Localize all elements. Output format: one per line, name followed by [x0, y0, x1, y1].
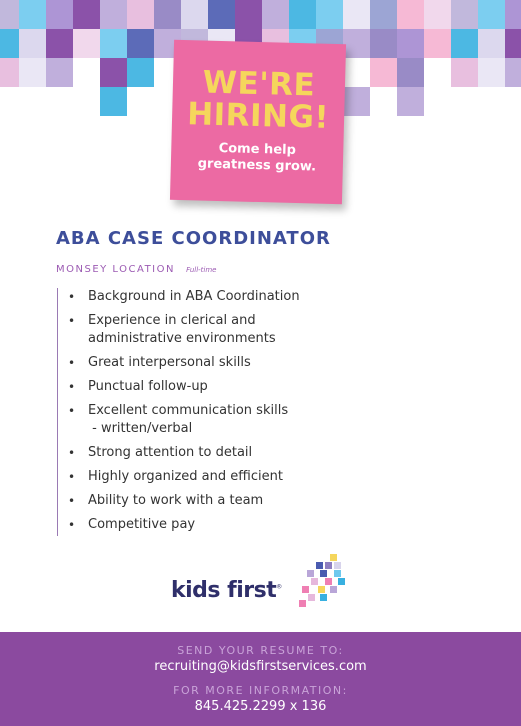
requirement-text: Highly organized and efficient: [88, 469, 283, 484]
mosaic-tile: [343, 87, 370, 116]
mosaic-tile: [73, 0, 100, 29]
logo-pixel: [320, 594, 327, 601]
bullet-icon: •: [68, 494, 76, 508]
requirement-item: [68, 288, 368, 306]
requirement-text: Great interpersonal skills: [88, 355, 251, 370]
mosaic-tile: [19, 0, 46, 29]
job-title: ABA CASE COORDINATOR: [56, 228, 331, 249]
resume-label: SEND YOUR RESUME TO:: [177, 644, 344, 657]
mosaic-tile: [235, 0, 262, 29]
requirement-item: [68, 312, 368, 348]
logo-pixel: [307, 570, 314, 577]
logo-pixel: [299, 600, 306, 607]
requirement-item: [68, 354, 368, 372]
mosaic-tile: [451, 0, 478, 29]
logo-pixel: [330, 586, 337, 593]
bullet-icon: •: [68, 518, 76, 532]
resume-email: recruiting@kidsfirstservices.com: [154, 659, 367, 674]
bullet-icon: •: [68, 356, 76, 370]
requirement-text: Strong attention to detail: [88, 445, 253, 460]
job-subline: [56, 257, 217, 276]
mosaic-tile: [505, 29, 521, 58]
logo-pixel: [311, 578, 318, 585]
mosaic-tile: [478, 0, 505, 29]
mosaic-tile: [397, 29, 424, 58]
logo-pixel: [334, 562, 341, 569]
requirement-text: Background in ABA Coordination: [88, 289, 300, 304]
bullet-icon: •: [68, 404, 76, 418]
requirements-divider: [57, 288, 58, 536]
mosaic-tile: [451, 29, 478, 58]
mosaic-tile: [478, 58, 505, 87]
requirement-item: [68, 516, 368, 534]
mosaic-tile: [397, 58, 424, 87]
mosaic-tile: [208, 0, 235, 29]
mosaic-tile: [370, 29, 397, 58]
logo-pixel: [308, 594, 315, 601]
mosaic-tile: [0, 0, 19, 29]
requirement-item: [68, 444, 368, 462]
mosaic-tile: [46, 29, 73, 58]
logo-pixel: [316, 562, 323, 569]
logo-pixel: [318, 586, 325, 593]
brand-wordmark: kids first: [171, 578, 277, 603]
mosaic-tile: [505, 58, 521, 87]
mosaic-tile: [343, 0, 370, 29]
mosaic-tile: [397, 0, 424, 29]
mosaic-tile: [100, 29, 127, 58]
job-type: Full-time: [186, 266, 217, 274]
mosaic-tile: [19, 58, 46, 87]
mosaic-tile: [478, 29, 505, 58]
mosaic-tile: [100, 87, 127, 116]
mosaic-tile: [127, 0, 154, 29]
logo-pixel: [325, 578, 332, 585]
requirement-text: Competitive pay: [88, 517, 196, 532]
tagline-line-1: Come help: [218, 140, 297, 158]
requirement-item: [68, 492, 368, 510]
logo-pixel: [338, 578, 345, 585]
requirement-item: [68, 402, 368, 438]
bullet-icon: •: [68, 446, 76, 460]
mosaic-tile: [181, 0, 208, 29]
mosaic-tile: [100, 0, 127, 29]
requirement-item: [68, 468, 368, 486]
mosaic-tile: [0, 58, 19, 87]
mosaic-tile: [424, 29, 451, 58]
bullet-icon: •: [68, 314, 76, 328]
mosaic-tile: [370, 58, 397, 87]
mosaic-tile: [451, 58, 478, 87]
requirement-text: Ability to work with a team: [88, 493, 264, 508]
bullet-icon: •: [68, 380, 76, 394]
brand-name: [171, 578, 282, 603]
requirement-text-continued: - written/verbal: [88, 421, 193, 436]
mosaic-tile: [127, 58, 154, 87]
hiring-headline: [172, 66, 346, 134]
requirement-text: Punctual follow-up: [88, 379, 208, 394]
mosaic-tile: [46, 58, 73, 87]
requirement-text-continued: administrative environments: [88, 331, 276, 346]
registered-mark: ®: [276, 583, 282, 591]
mosaic-tile: [397, 87, 424, 116]
requirement-text: Excellent communication skills: [88, 403, 289, 418]
headline-line-1: WE'RE: [202, 64, 316, 104]
mosaic-tile: [46, 0, 73, 29]
logo-pixel: [325, 562, 332, 569]
mosaic-tile: [289, 0, 316, 29]
mosaic-tile: [19, 29, 46, 58]
mosaic-tile: [73, 29, 100, 58]
mosaic-tile: [262, 0, 289, 29]
mosaic-tile: [343, 29, 370, 58]
mosaic-tile: [424, 0, 451, 29]
bullet-icon: •: [68, 470, 76, 484]
contact-footer: [0, 632, 521, 726]
logo-pixel: [320, 570, 327, 577]
logo-pixel: [334, 570, 341, 577]
tagline-line-2: greatness grow.: [197, 156, 317, 175]
mosaic-tile: [100, 58, 127, 87]
mosaic-tile: [370, 0, 397, 29]
kids-first-logo: [170, 548, 360, 614]
job-location: MONSEY LOCATION: [56, 264, 175, 275]
requirements-list: [68, 288, 368, 540]
hiring-tagline: [171, 140, 344, 176]
info-phone: 845.425.2299 x 136: [194, 699, 327, 714]
requirement-item: [68, 378, 368, 396]
logo-pixel: [330, 554, 337, 561]
mosaic-tile: [154, 0, 181, 29]
mosaic-tile: [0, 29, 19, 58]
mosaic-tile: [505, 0, 521, 29]
headline-line-2: HIRING!: [186, 96, 330, 136]
hiring-sticky-note: [170, 40, 346, 204]
requirement-text: Experience in clerical and: [88, 313, 256, 328]
mosaic-tile: [316, 0, 343, 29]
mosaic-tile: [127, 29, 154, 58]
bullet-icon: •: [68, 290, 76, 304]
logo-pixel: [302, 586, 309, 593]
info-label: FOR MORE INFORMATION:: [173, 684, 348, 697]
